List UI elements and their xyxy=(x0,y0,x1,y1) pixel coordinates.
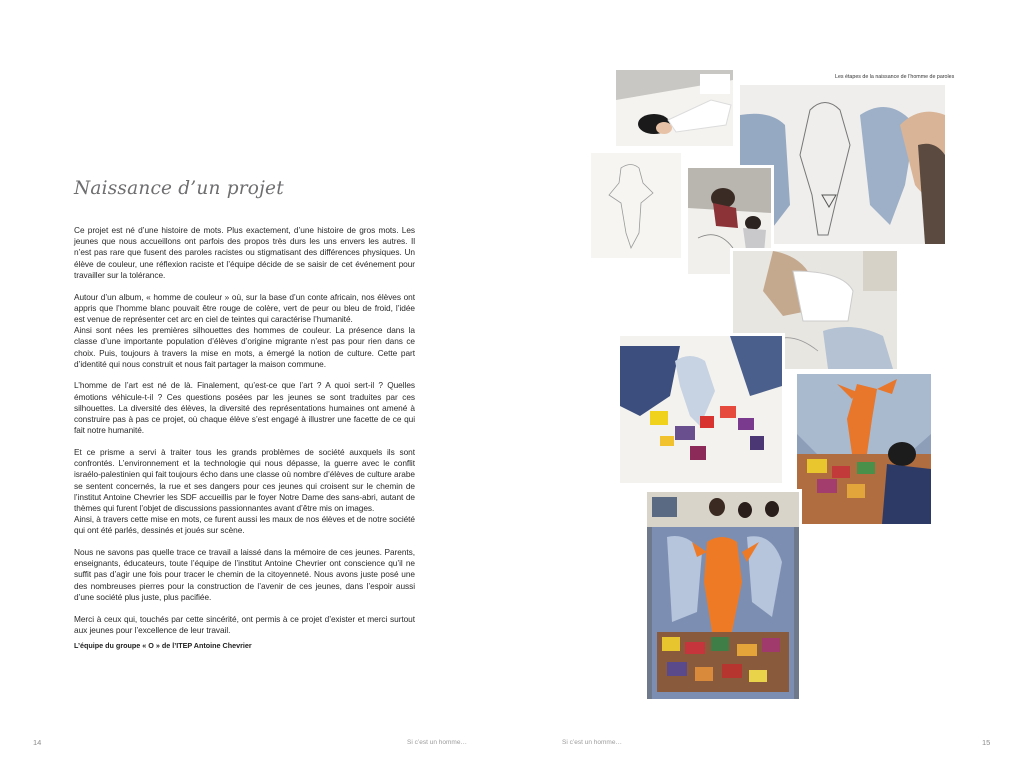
photo-pencil-outline xyxy=(591,153,681,258)
page-number-right: 15 xyxy=(982,738,991,747)
photo-caption: Les étapes de la naissance de l’homme de paroles xyxy=(835,74,955,80)
page-number-left: 14 xyxy=(33,738,42,747)
photo-orange-figure-work xyxy=(797,374,931,524)
article-body xyxy=(74,225,415,647)
running-head-left: Si c’est un homme… xyxy=(407,739,467,746)
paragraph-5: Nous ne savons pas quelle trace ce travail a laissé dans la mémoire de ces jeunes. Parents, enseignants, éducateurs, toute l’équipe de l’institut Antoine Chevrier ont conscience qu’il ne suffit pas d’agir une fois pour tracer le chemin de la citoyenneté. Nous avons juste posé une des nombreuses pierres pour la construction de l’avenir de ces jeunes, dans l’espoir aussi d’une société plus juste, plus pacifiée. xyxy=(74,547,415,602)
paragraph-3: L’homme de l’art est né de là. Finalement, qu’est-ce que l’art ? A quoi sert-il ? Quelles émotions véhicule-t-il ? Ces questions posées par les jeunes se sont traduites par ces silhouettes. La diversité des élèves, la diversité des représentations humaines ont amené à construire pas à pas ce projet, où chaque élève s’est engagé à illustrer une facette de ce qui fait notre humanité. xyxy=(74,380,415,436)
paragraph-4: Et ce prisme a servi à traiter tous les grands problèmes de société auxquels ils sont confrontés. L’environnement et la technologie qui nous dépasse, la guerre avec le conflit israélo-palestinien qui fait toujours écho dans une classe où nombre d’élèves de culture arabe se sentent concernés, la rue et ses dangers pour ces jeunes qui croisent sur le chemin de l’institut Antoine Chevrier les SDF accueillis par le foyer Notre Dame des sans-abri, autant de thèmes qui furent l’objet de discussions passionnantes avant d’être mis on images. Ainsi, à travers cette mise en mots, ce furent aussi les maux de nos élèves et de notre société qui ont été parlés, dessinés et joués sur scène. xyxy=(74,446,415,536)
left-page xyxy=(0,0,512,780)
page-title: Naissance d’un projet xyxy=(74,178,284,199)
running-head-right: Si c’est un homme… xyxy=(562,739,622,746)
paragraph-6: Merci à ceux qui, touchés par cette sincérité, ont permis à ce projet d’exister et merci surtout aux jeunes pour l’excellence de leur travail. xyxy=(74,613,415,635)
photo-patchwork-blue-figure xyxy=(620,336,782,483)
photo-final-orange-figure xyxy=(647,492,799,699)
signature: L’équipe du groupe « O » de l’ITEP Antoine Chevrier xyxy=(74,641,252,650)
paragraph-2: Autour d’un album, « homme de couleur » où, sur la base d’un conte africain, nos élèves ont appris que l’homme blanc pouvait être rouge de colère, vert de peur ou bleu de froid, l’idée est venue de représenter cet arc en ciel de teintes qui caractérise l’humanité. Ainsi sont nées les premières silhouettes des hommes de couleur. La présence dans la classe d’une importante population d’élèves d’origine migrante n’est pas pour rien dans ce choix. Puis, toujours à travers la mise en mots, a émergé la notion de culture. Cette part d’identité qui nous construit et nous fait partager la maison commune. xyxy=(74,291,415,369)
photo-student-lying xyxy=(616,70,733,146)
paragraph-1: Ce projet est né d’une histoire de mots. Plus exactement, d’une histoire de gros mots. Les jeunes que nous accueillons ont parfois des propos très durs les uns envers les autres. Il n’est pas rare que fusent des paroles racistes ou stigmatisant des différences physiques. Un élève de couleur, une réflexion raciste et l’équipe décide de se saisir de cet événement pour travailler sur la tolérance. xyxy=(74,225,415,280)
